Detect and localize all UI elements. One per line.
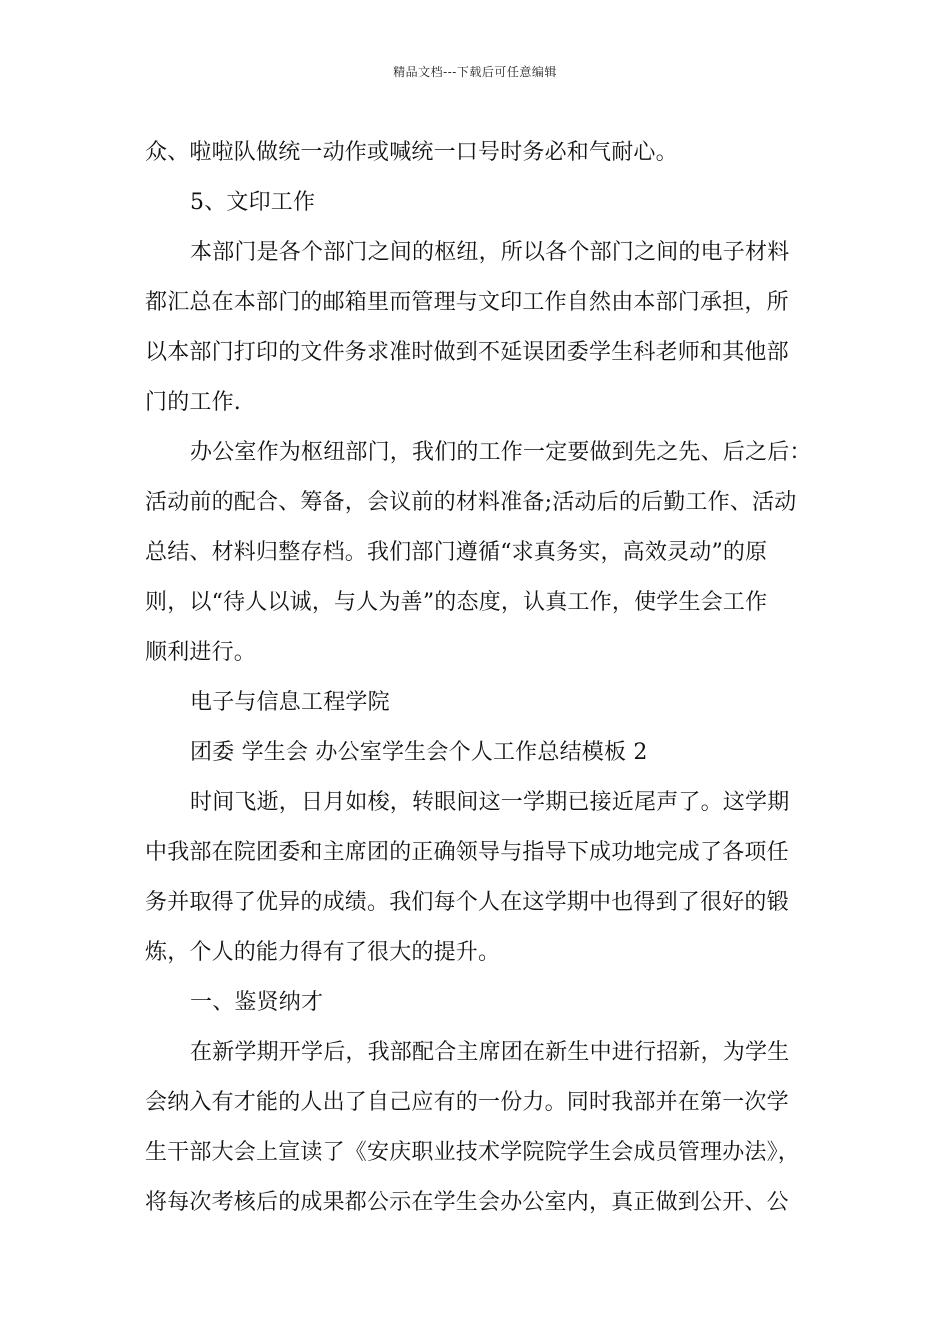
text-line-1: 众、啦啦队做统一动作或喊统一口号时务必和气耐心。 xyxy=(145,140,678,165)
text-line-7: 办公室作为枢纽部门，我们的工作一定要做到先之先、后之后： xyxy=(190,440,812,465)
page-header: 精品文档---下载后可任意编辑 xyxy=(393,65,557,79)
text-line-3: 本部门是各个部门之间的枢纽，所以各个部门之间的电子材料 xyxy=(190,240,790,265)
text-line-22: 将每次考核后的成果都公示在学生会办公室内，真正做到公开、公 xyxy=(145,1190,789,1215)
text-line-11: 顺利进行。 xyxy=(145,640,257,665)
section-heading-wenyin: 5、文印工作 xyxy=(190,190,316,215)
text-line-17: 炼，个人的能力得有了很大的提升。 xyxy=(145,940,501,965)
text-line-16: 务并取得了优异的成绩。我们每个人在这学期中也得到了很好的锻 xyxy=(145,890,789,915)
text-line-21: 生干部大会上宣读了《安庆职业技术学院院学生会成员管理办法》， xyxy=(145,1140,801,1165)
text-line-20: 会纳入有才能的人出了自己应有的一份力。同时我部并在第一次学 xyxy=(145,1090,789,1115)
text-line-9: 总结、材料归整存档。我们部门遵循“求真务实，高效灵动”的原 xyxy=(145,540,768,565)
text-line-19: 在新学期开学后，我部配合主席团在新生中进行招新，为学生 xyxy=(190,1040,790,1065)
text-line-8: 活动前的配合、筹备，会议前的材料准备;活动后的后勤工作、活动 xyxy=(145,490,797,515)
text-line-15: 中我部在院团委和主席团的正确领导与指导下成功地完成了各项任 xyxy=(145,840,789,865)
text-line-14: 时间飞逝，日月如梭，转眼间这一学期已接近尾声了。这学期 xyxy=(190,790,790,815)
text-line-4: 都汇总在本部门的邮箱里而管理与文印工作自然由本部门承担，所 xyxy=(145,290,789,315)
text-line-6: 门的工作. xyxy=(145,390,241,415)
section-heading-jianxian: 一、鉴贤纳才 xyxy=(190,990,324,1015)
document-body xyxy=(145,128,825,1228)
text-line-10: 则，以“待人以诚，与人为善”的态度，认真工作，使学生会工作 xyxy=(145,590,768,615)
college-name: 电子与信息工程学院 xyxy=(190,690,390,715)
text-line-5: 以本部门打印的文件务求准时做到不延误团委学生科老师和其他部 xyxy=(145,340,789,365)
template-title: 团委 学生会 办公室学生会个人工作总结模板 2 xyxy=(190,740,648,765)
